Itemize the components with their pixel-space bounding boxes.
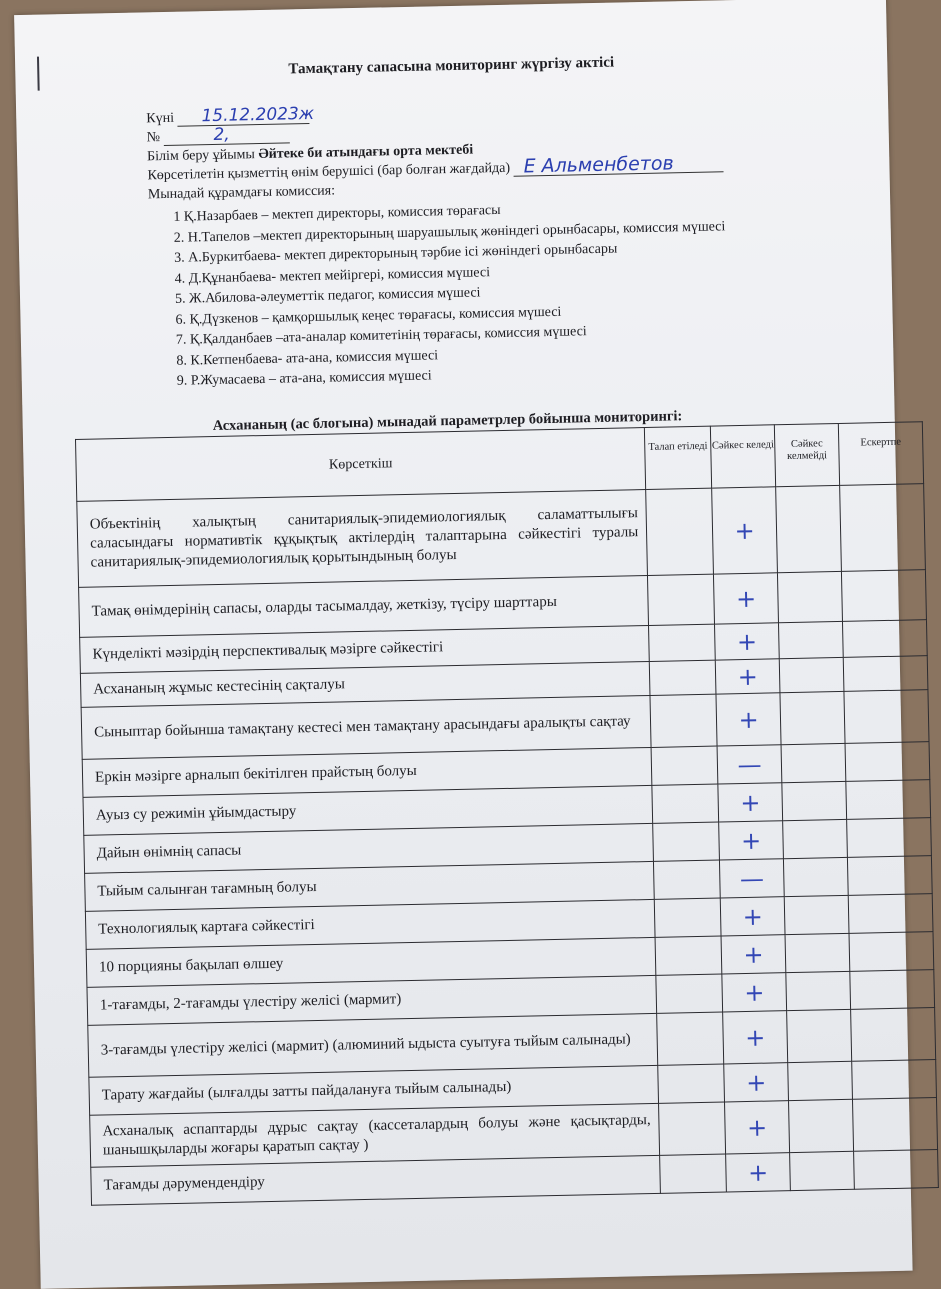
- number-field: [163, 124, 289, 146]
- indicator-cell: Ауыз су режимін ұйымдастыру: [83, 785, 653, 835]
- indicator-cell: Күнделікті мәзірдің перспективалық мәзірге сәйкестігі: [80, 625, 650, 673]
- required-cell: [652, 784, 719, 823]
- indicator-cell: Технологиялық картаға сәйкестігі: [85, 899, 655, 949]
- compliant-cell: +: [714, 573, 779, 624]
- note-cell: [843, 656, 928, 692]
- indicator-cell: Дайын өнімнің сапасы: [84, 823, 654, 873]
- required-cell: [655, 936, 722, 975]
- required-cell: [651, 746, 718, 785]
- compliant-cell: +: [720, 897, 785, 936]
- note-cell: [851, 1008, 936, 1062]
- note-cell: [849, 932, 934, 972]
- indicator-cell: Асханалық аспаптарды дұрыс сақтау (кассеталардың болуы және қасықтарды, шанышқыларды жоғары қаратып сақтау ): [90, 1103, 660, 1167]
- required-cell: [656, 974, 723, 1013]
- indicator-cell: Асхананың жұмыс кестесінің сақталуы: [80, 661, 650, 707]
- note-cell: [841, 570, 926, 622]
- compliant-cell: +: [721, 935, 786, 974]
- indicator-cell: Сыныптар бойынша тамақтану кестесі мен тамақтану арасындағы аралықты сақтау: [81, 695, 651, 759]
- noncompliant-cell: [788, 1061, 853, 1100]
- compliant-cell: —: [717, 745, 782, 784]
- indicator-cell: 3-тағамды үлестіру желісі (мармит) (алюминий ыдыста суытуға тыйым салынады): [88, 1013, 658, 1077]
- document-page: [14, 0, 912, 1289]
- noncompliant-cell: [789, 1099, 854, 1152]
- note-cell: [846, 780, 931, 820]
- number-label: №: [146, 130, 161, 146]
- member-item: 5. Ж.Абилова-әлеуметтік педагог, комиссия мүшесі: [174, 285, 481, 307]
- note-cell: [843, 620, 928, 658]
- required-cell: [658, 1064, 725, 1103]
- provider-field: [513, 152, 723, 178]
- required-cell: [648, 574, 715, 625]
- noncompliant-cell: [778, 571, 843, 622]
- required-cell: [654, 898, 721, 937]
- compliant-cell: +: [715, 659, 780, 694]
- compliant-cell: +: [715, 623, 780, 660]
- compliant-cell: +: [723, 1011, 788, 1064]
- indicator-cell: 10 порцияны бақылап өлшеу: [86, 937, 656, 987]
- indicator-cell: Тамақ өнімдерінің сапасы, оларды тасымалдау, жеткізу, түсіру шарттары: [79, 575, 649, 637]
- compliant-cell: +: [718, 783, 783, 822]
- commission-members: [173, 195, 807, 393]
- document-title: Тамақтану сапасына мониторинг жүргізу актісі: [288, 54, 615, 78]
- noncompliant-cell: [780, 691, 845, 744]
- member-item: 2. Н.Тапелов –мектеп директорының шаруашылық жөніндегі орынбасары, комиссия мүшесі: [173, 218, 726, 246]
- provider-label: Көрсетілетін қызметтің өнім берушісі (бар болған жағдайда): [147, 160, 511, 184]
- noncompliant-cell: [783, 819, 848, 858]
- header-noncompliant: Сәйкес келмейді: [774, 423, 839, 486]
- noncompliant-cell: [781, 743, 846, 782]
- required-cell: [649, 624, 716, 661]
- indicator-cell: Тарату жағдайы (ылғалды затты пайдалануға тыйым салынады): [89, 1065, 659, 1115]
- note-cell: [853, 1098, 938, 1152]
- number-line: [147, 126, 290, 146]
- compliant-cell: +: [712, 487, 778, 574]
- member-item: 4. Д.Құнанбаева- мектеп мейіргері, комиссия мүшесі: [174, 264, 491, 287]
- noncompliant-cell: [784, 857, 849, 896]
- note-cell: [848, 894, 933, 934]
- indicator-cell: 1-тағамды, 2-тағамды үлестіру желісі (мармит): [87, 975, 657, 1025]
- indicator-cell: Объектінің халықтың санитариялық-эпидемиологиялық саламаттылығы саласындағы нормативтік құқықтық актілердің талаптарына сәйкестігі туралы санитариялық-эпидемиологиялық қорытындының болуы: [77, 490, 648, 588]
- compliant-cell: +: [716, 693, 781, 746]
- noncompliant-cell: [779, 621, 844, 658]
- note-cell: [840, 484, 926, 572]
- member-item: 1 Қ.Назарбаев – мектеп директоры, комиссия төрағасы: [173, 202, 501, 225]
- member-item: 8. К.Кетпенбаева- ата-ана, комиссия мүшесі: [176, 347, 439, 369]
- required-cell: [653, 822, 720, 861]
- compliant-cell: —: [720, 859, 785, 898]
- required-cell: [654, 860, 721, 899]
- noncompliant-cell: [790, 1151, 855, 1190]
- commission-intro: Мынадай құрамдағы комиссия:: [147, 183, 336, 203]
- member-item: 6. Қ.Дүзкенов – қамқоршылық кеңес төрағасы, комиссия мүшесі: [175, 304, 562, 328]
- required-cell: [660, 1154, 727, 1193]
- org-label: Білім беру ұйымы: [146, 147, 256, 165]
- indicator-cell: Еркін мәзірге арналып бекітілген прайстың болуы: [82, 747, 652, 797]
- note-cell: [847, 818, 932, 858]
- member-item: 7. Қ.Қалданбаев –ата-аналар комитетінің төрағасы, комиссия мүшесі: [175, 324, 587, 348]
- header-compliant: Сәйкес келеді: [711, 425, 776, 488]
- date-label: Күні: [146, 110, 175, 127]
- compliant-cell: +: [722, 973, 787, 1012]
- member-item: 3. А.Буркитбаева- мектеп директорының тәрбие ісі жөніндегі орынбасары: [174, 241, 618, 266]
- noncompliant-cell: [779, 657, 844, 692]
- noncompliant-cell: [782, 781, 847, 820]
- header-indicator: Көрсеткіш: [75, 428, 645, 502]
- noncompliant-cell: [787, 1009, 852, 1062]
- required-cell: [657, 1012, 724, 1065]
- note-cell: [852, 1060, 937, 1100]
- org-value: Әйтеке би атындағы орта мектебі: [258, 142, 474, 163]
- member-item: 9. Р.Жумасаева – ата-ана, комиссия мүшесі: [176, 368, 432, 389]
- required-cell: [650, 694, 717, 747]
- required-cell: [650, 660, 717, 695]
- indicator-cell: Тағамды дәрумендендіру: [91, 1155, 661, 1205]
- compliant-cell: +: [725, 1101, 790, 1154]
- noncompliant-cell: [776, 485, 842, 572]
- header-note: Ескертпе: [838, 422, 923, 486]
- number-value: 2,: [213, 124, 230, 145]
- compliant-cell: +: [724, 1063, 789, 1102]
- date-field: [177, 103, 315, 127]
- header-required: Талап етіледі: [645, 426, 712, 489]
- note-cell: [844, 690, 929, 744]
- provider-value: Е Альменбетов: [523, 152, 674, 178]
- required-cell: [659, 1102, 726, 1155]
- table-subtitle: Асхананың (ас блогына) мынадай параметрлер бойынша мониторингі:: [212, 408, 683, 435]
- compliant-cell: +: [719, 821, 784, 860]
- note-cell: [850, 970, 935, 1010]
- compliant-cell: +: [726, 1153, 791, 1192]
- noncompliant-cell: [784, 895, 849, 934]
- note-cell: [845, 742, 930, 782]
- noncompliant-cell: [786, 971, 851, 1010]
- indicator-cell: Тыйым салынған тағамның болуы: [85, 861, 655, 911]
- date-value: 15.12.2023ж: [201, 103, 315, 127]
- required-cell: [646, 488, 714, 575]
- note-cell: [854, 1150, 939, 1190]
- note-cell: [847, 856, 932, 896]
- noncompliant-cell: [785, 933, 850, 972]
- monitoring-table: [75, 421, 939, 1206]
